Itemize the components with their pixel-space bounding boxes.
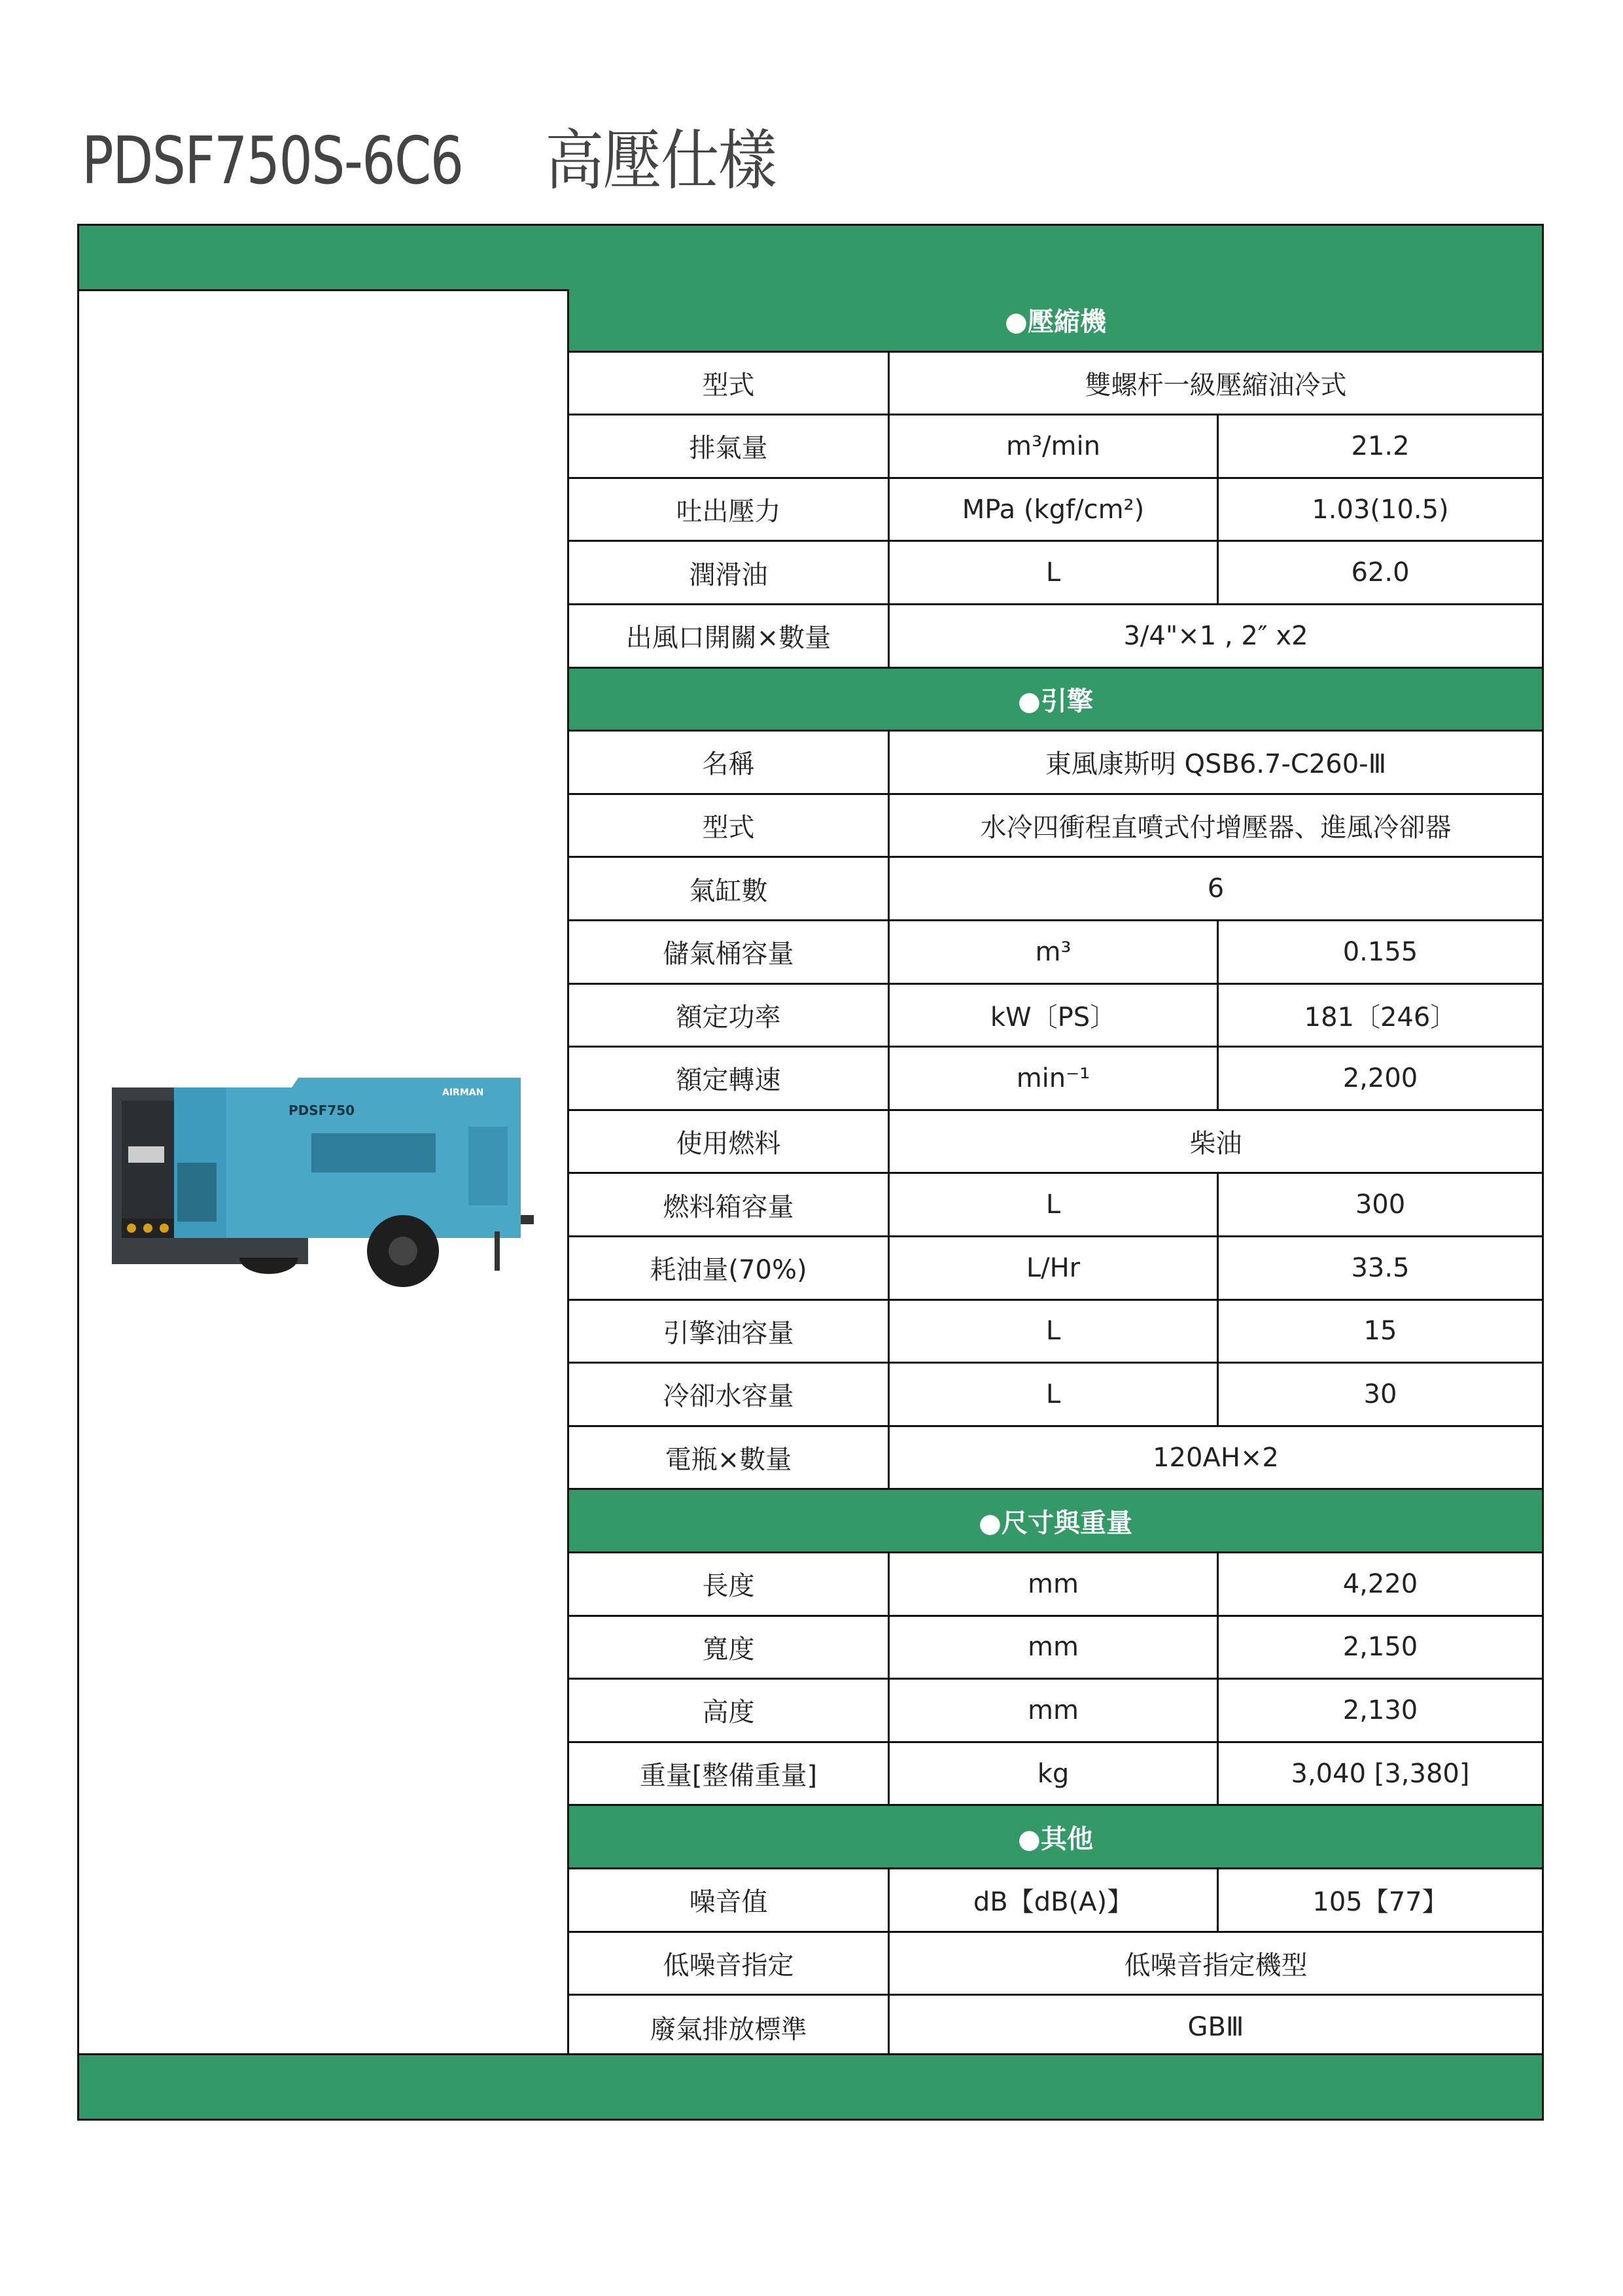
row-label: 廢氣排放標準 — [569, 1996, 890, 2059]
row-unit: MPa (kgf/cm²) — [890, 479, 1219, 540]
row-value: 21.2 — [1351, 431, 1410, 461]
row-unit: min⁻¹ — [890, 1048, 1219, 1109]
row-value: 2,130 — [1342, 1695, 1418, 1725]
compressor-image — [102, 1048, 540, 1323]
row-label: 寬度 — [569, 1617, 890, 1678]
row-unit: L — [890, 1174, 1219, 1235]
footer-band — [79, 2053, 1542, 2119]
table-row — [569, 1743, 1542, 1807]
row-value: 東風康斯明 QSB6.7-C260-Ⅲ — [1045, 749, 1387, 780]
row-value: 1.03(10.5) — [1312, 494, 1449, 525]
row-unit: mm — [890, 1553, 1219, 1615]
table-row — [569, 1553, 1542, 1617]
section-title: ●壓縮機 — [1005, 307, 1106, 338]
table-row — [569, 1111, 1542, 1174]
section-title: ●其他 — [1018, 1824, 1093, 1854]
table-row — [569, 479, 1542, 542]
row-label: 使用燃料 — [569, 1111, 890, 1173]
row-value: 柴油 — [1189, 1129, 1242, 1159]
table-row — [569, 1237, 1542, 1301]
table-row — [569, 795, 1542, 858]
row-label: 名稱 — [569, 732, 890, 793]
row-label: 排氣量 — [569, 415, 890, 477]
table-row — [569, 858, 1542, 921]
row-label: 引擎油容量 — [569, 1301, 890, 1362]
row-unit: m³ — [890, 921, 1219, 983]
row-value: 4,220 — [1342, 1568, 1418, 1599]
row-unit: mm — [890, 1617, 1219, 1678]
table-row — [569, 985, 1542, 1048]
row-label: 吐出壓力 — [569, 479, 890, 540]
section-header-row — [569, 1490, 1542, 1553]
row-value: 3/4"×1 , 2″ x2 — [1123, 620, 1308, 651]
spec-rows — [569, 289, 1542, 2059]
model-name: PDSF750S-6C6 — [82, 122, 463, 199]
table-row — [569, 732, 1542, 795]
row-unit: L — [890, 1364, 1219, 1425]
row-value: 181〔246〕 — [1304, 1002, 1457, 1033]
row-label: 型式 — [569, 353, 890, 414]
table-row — [569, 1048, 1542, 1111]
row-value: 低噪音指定機型 — [1124, 1950, 1308, 1981]
product-image-column — [79, 289, 569, 2059]
row-label: 低噪音指定 — [569, 1933, 890, 1994]
table-row — [569, 1301, 1542, 1364]
table-row — [569, 1933, 1542, 1996]
spec-name: 高壓仕樣 — [545, 122, 777, 199]
row-label: 額定功率 — [569, 985, 890, 1046]
row-label: 重量[整備重量] — [569, 1743, 890, 1805]
svg-text:AIRMAN: AIRMAN — [442, 1087, 484, 1098]
row-unit: L — [890, 1301, 1219, 1362]
table-row — [569, 1174, 1542, 1237]
section-header-row — [569, 289, 1542, 353]
table-row — [569, 415, 1542, 479]
row-value: 30 — [1363, 1379, 1397, 1409]
row-value: 0.155 — [1342, 936, 1418, 967]
row-label: 長度 — [569, 1553, 890, 1615]
row-unit: mm — [890, 1680, 1219, 1741]
row-value: 水冷四衝程直噴式付增壓器、進風冷卻器 — [980, 813, 1452, 843]
row-label: 耗油量(70%) — [569, 1237, 890, 1299]
brand-logo: AIRMAN — [118, 1078, 160, 1089]
table-row — [569, 542, 1542, 605]
row-value: 105【77】 — [1312, 1887, 1448, 1918]
row-value: 雙螺杆一級壓縮油冷式 — [1085, 370, 1347, 400]
row-label: 出風口開關×數量 — [569, 605, 890, 667]
row-label: 型式 — [569, 795, 890, 857]
row-unit: L — [890, 542, 1219, 603]
section-header-row — [569, 669, 1542, 732]
table-row — [569, 921, 1542, 985]
row-value: GBⅢ — [1187, 2012, 1244, 2043]
svg-text:PDSF750: PDSF750 — [288, 1103, 355, 1118]
row-label: 高度 — [569, 1680, 890, 1741]
table-row — [569, 1869, 1542, 1933]
spec-table — [77, 224, 1544, 2121]
row-unit: kg — [890, 1743, 1219, 1805]
table-row — [569, 353, 1542, 416]
row-unit: dB【dB(A)】 — [890, 1869, 1219, 1931]
row-label: 潤滑油 — [569, 542, 890, 603]
row-label: 儲氣桶容量 — [569, 921, 890, 983]
row-label: 冷卻水容量 — [569, 1364, 890, 1425]
section-title: ●引擎 — [1018, 686, 1093, 716]
table-row — [569, 1680, 1542, 1743]
section-title: ●尺寸與重量 — [979, 1508, 1132, 1538]
row-value: 2,150 — [1342, 1632, 1418, 1663]
row-value: 62.0 — [1351, 557, 1410, 588]
row-value: 15 — [1363, 1316, 1397, 1347]
section-header-row — [569, 1806, 1542, 1869]
table-row — [569, 1996, 1542, 2059]
row-value: 3,040 [3,380] — [1291, 1758, 1470, 1789]
row-label: 燃料箱容量 — [569, 1174, 890, 1235]
row-value: 300 — [1355, 1190, 1406, 1220]
row-label: 電瓶×數量 — [569, 1427, 890, 1489]
row-unit: m³/min — [890, 415, 1219, 477]
row-value: 120AH×2 — [1153, 1442, 1279, 1473]
table-row — [569, 1617, 1542, 1680]
header-band — [79, 226, 1542, 291]
row-unit: L/Hr — [890, 1237, 1219, 1299]
row-label: 噪音值 — [569, 1869, 890, 1931]
row-value: 2,200 — [1342, 1063, 1418, 1093]
table-row — [569, 605, 1542, 669]
row-label: 氣缸數 — [569, 858, 890, 919]
table-row — [569, 1427, 1542, 1491]
row-value: 33.5 — [1351, 1252, 1410, 1283]
row-unit: kW〔PS〕 — [890, 985, 1219, 1046]
row-value: 6 — [1207, 874, 1225, 904]
table-row — [569, 1364, 1542, 1427]
row-label: 額定轉速 — [569, 1048, 890, 1109]
page-title — [82, 108, 776, 202]
